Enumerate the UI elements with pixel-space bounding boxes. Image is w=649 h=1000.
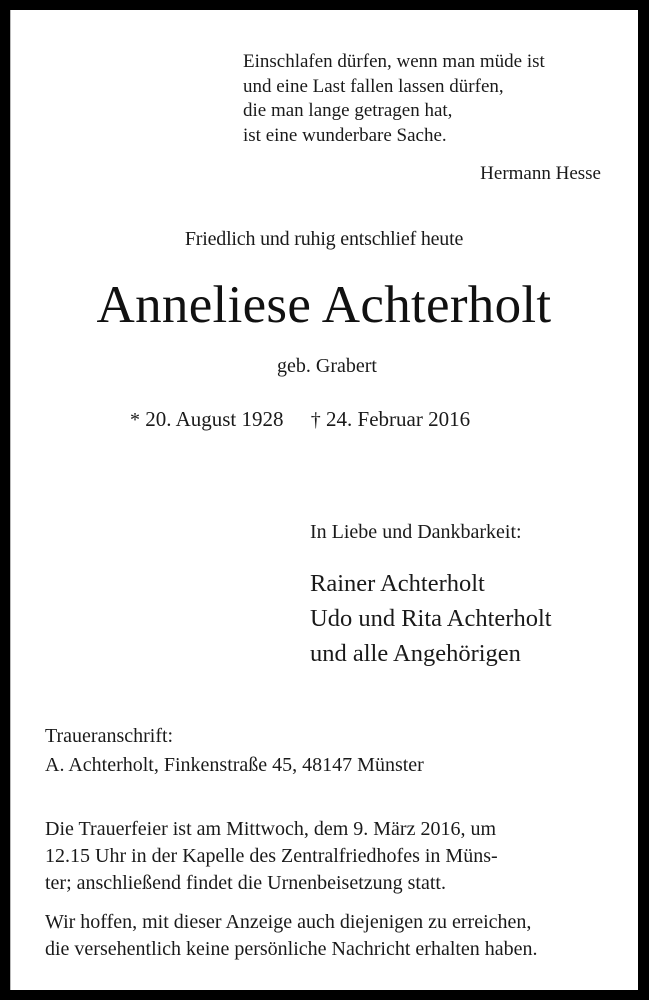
maiden-name: geb. Grabert [277,355,377,377]
closing-line: Wir hoffen, mit dieser Anzeige auch diejenigen zu erreichen, [45,911,532,933]
mourner-name: Rainer Achterholt [310,570,485,597]
death-date: 24. Februar 2016 [326,407,471,431]
mourner-name: und alle Angehörigen [310,640,521,667]
obituary-notice [10,10,638,990]
quote-line: und eine Last fallen lassen dürfen, [243,75,504,97]
quote-line: ist eine wunderbare Sache. [243,124,447,146]
death-cross-icon: † [310,409,321,431]
mourning-address: A. Achterholt, Finkenstraße 45, 48147 Münster [45,754,424,776]
epigraph-quote [243,50,545,148]
closing-line: die versehentlich keine persönliche Nachricht erhalten haben. [45,938,538,960]
life-dates [130,407,470,432]
ceremony-line: 12.15 Uhr in der Kapelle des Zentralfriedhofes in Müns- [45,845,498,867]
birth-date: 20. August 1928 [145,407,284,431]
ceremony-line: ter; anschließend findet die Urnenbeisetzung statt. [45,872,446,894]
announcement-intro: Friedlich und ruhig entschlief heute [184,228,464,250]
ceremony-line: Die Trauerfeier ist am Mittwoch, dem 9. März 2016, um [45,818,497,840]
ceremony-info [45,816,601,897]
mourners-intro: In Liebe und Dankbarkeit: [310,521,522,543]
quote-author: Hermann Hesse [480,163,601,184]
address-label: Traueranschrift: [45,725,174,747]
mourner-name: Udo und Rita Achterholt [310,605,552,632]
birth-date-group [130,407,289,431]
deceased-name: Anneliese Achterholt [96,276,552,334]
death-date-group [311,407,470,431]
closing-note [45,909,538,963]
quote-line: die man lange getragen hat, [243,100,453,121]
birth-star-icon: * [130,409,140,431]
quote-line: Einschlafen dürfen, wenn man müde ist [243,51,545,72]
mourners-list [310,566,552,671]
